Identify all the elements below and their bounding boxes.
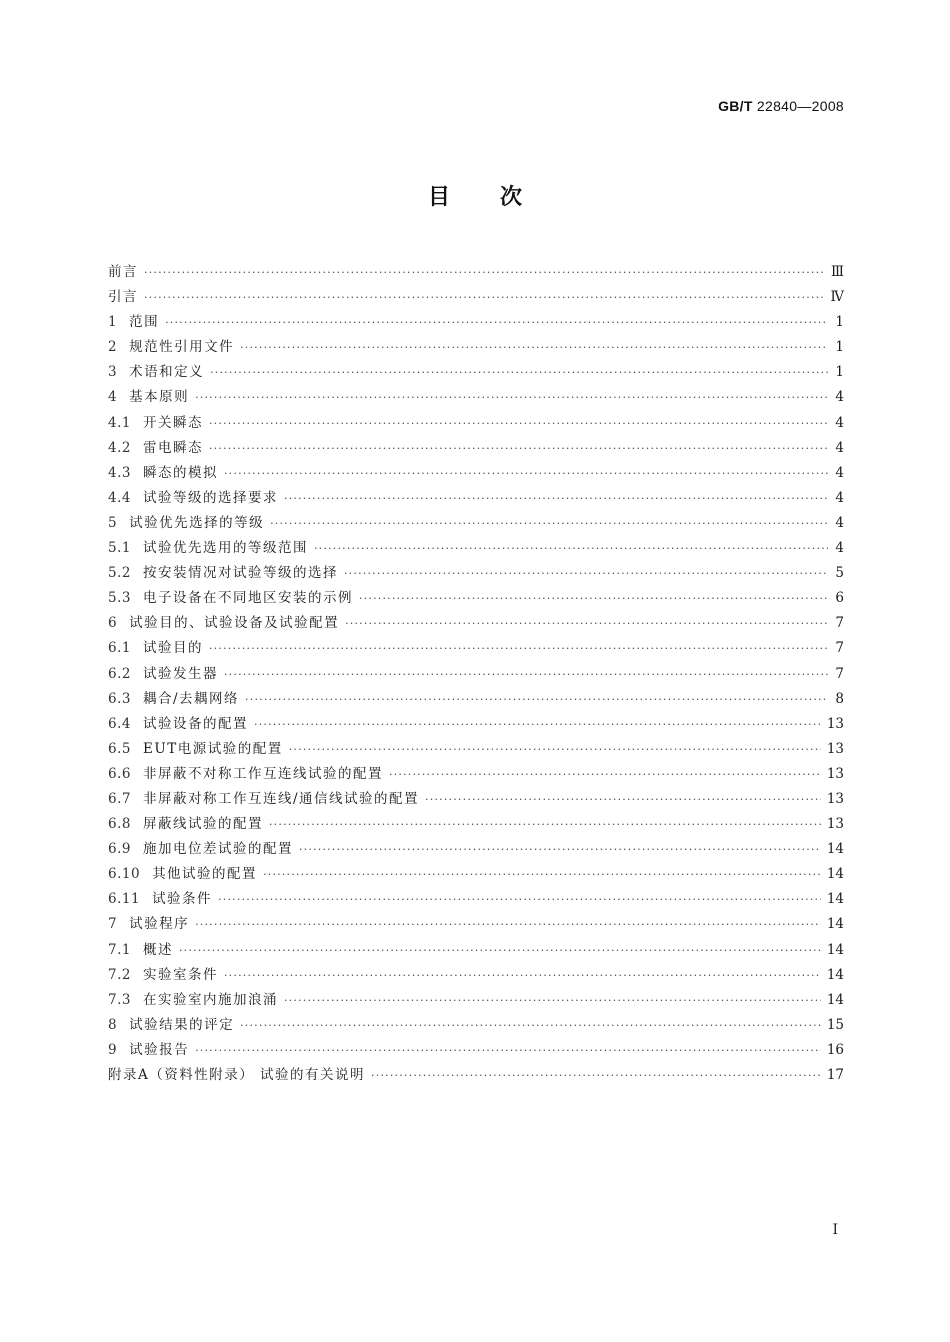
dot-leader xyxy=(179,938,821,963)
dot-leader xyxy=(263,862,821,887)
toc-entry-number: 7.1 xyxy=(108,941,131,958)
dot-leader xyxy=(224,662,828,687)
toc-entry-label: 非屏蔽对称工作互连线/通信线试验的配置 xyxy=(142,790,420,807)
toc-entry[interactable] xyxy=(108,963,844,988)
toc-entry-page: 16 xyxy=(826,1041,844,1058)
toc-entry[interactable] xyxy=(108,988,844,1013)
toc-entry-label: 试验设备的配置 xyxy=(142,715,248,732)
toc-entry-number: 6.7 xyxy=(108,790,131,807)
toc-entry-page: 7 xyxy=(835,615,844,632)
dot-leader xyxy=(209,436,828,461)
toc-entry[interactable] xyxy=(108,385,844,410)
toc-entry[interactable] xyxy=(108,260,844,285)
dot-leader xyxy=(344,561,828,586)
toc-entry-page: 4 xyxy=(835,439,844,456)
toc-entry-page: 1 xyxy=(835,364,844,381)
toc-entry-number: 5.3 xyxy=(108,590,131,607)
toc-entry-label: 在实验室内施加浪涌 xyxy=(142,991,278,1008)
toc-entry-label: 概述 xyxy=(142,941,173,958)
dot-leader xyxy=(240,1013,821,1038)
toc-entry-label: 屏蔽线试验的配置 xyxy=(142,816,263,833)
toc-entry-page: 13 xyxy=(826,765,844,782)
toc-entry[interactable] xyxy=(108,687,844,712)
toc-entry-label: 实验室条件 xyxy=(142,966,218,983)
toc-entry-number: 4.4 xyxy=(108,489,131,506)
toc-entry-page: 4 xyxy=(835,514,844,531)
toc-entry-label: 试验报告 xyxy=(129,1041,190,1058)
toc-entry-page: 13 xyxy=(826,715,844,732)
toc-entry-number: 7.3 xyxy=(108,991,131,1008)
toc-entry-number: 6.1 xyxy=(108,640,131,657)
toc-entry-page: 7 xyxy=(835,640,844,657)
toc-entry[interactable] xyxy=(108,335,844,360)
toc-entry-number: 7.2 xyxy=(108,966,131,983)
dot-leader xyxy=(284,988,821,1013)
toc-entry-page: 1 xyxy=(835,339,844,356)
toc-entry-label: 施加电位差试验的配置 xyxy=(142,841,293,858)
toc-entry-label: 试验程序 xyxy=(129,916,190,933)
toc-entry-number: 4.3 xyxy=(108,464,131,481)
toc-entry[interactable] xyxy=(108,662,844,687)
dot-leader xyxy=(284,486,828,511)
toc-entry-label: 规范性引用文件 xyxy=(129,339,235,356)
toc-entry-label: 试验目的、试验设备及试验配置 xyxy=(129,615,340,632)
toc-entry-label: 前言 xyxy=(108,264,138,280)
toc-entry-number: 6.11 xyxy=(108,891,141,908)
toc-entry-number: 6.5 xyxy=(108,740,131,757)
dot-leader xyxy=(195,385,828,410)
toc-entry-page: Ⅳ xyxy=(830,289,844,306)
toc-entry[interactable] xyxy=(108,611,844,636)
dot-leader xyxy=(144,260,825,285)
toc-entry[interactable] xyxy=(108,486,844,511)
dot-leader xyxy=(209,636,828,661)
toc-entry-page: 4 xyxy=(835,464,844,481)
toc-entry[interactable] xyxy=(108,1038,844,1063)
toc-entry-page: 14 xyxy=(826,966,844,983)
toc-entry-page: 6 xyxy=(835,590,844,607)
toc-entry-label: 非屏蔽不对称工作互连线试验的配置 xyxy=(142,765,383,782)
standard-prefix: GB/T xyxy=(718,98,753,114)
toc-entry-number: 2 xyxy=(108,339,118,356)
dot-leader xyxy=(345,611,828,636)
toc-entry[interactable] xyxy=(108,837,844,862)
dot-leader xyxy=(254,712,821,737)
dot-leader xyxy=(289,737,821,762)
toc-entry-number: 6.10 xyxy=(108,866,141,883)
toc-entry-label: 瞬态的模拟 xyxy=(142,464,218,481)
toc-entry-number: 5 xyxy=(108,514,118,531)
dot-leader xyxy=(165,310,828,335)
toc-entry-number: 1 xyxy=(108,314,118,331)
page-title: 目次 xyxy=(427,185,572,210)
toc-entry-label: 试验目的 xyxy=(142,640,203,657)
toc-entry-page: Ⅲ xyxy=(830,264,844,280)
toc-entry-page: 14 xyxy=(826,991,844,1008)
toc-entry-number: 5.2 xyxy=(108,565,131,582)
dot-leader xyxy=(269,812,821,837)
toc-entry[interactable] xyxy=(108,887,844,912)
toc-entry-label: 其他试验的配置 xyxy=(152,866,258,883)
toc-entry-page: 7 xyxy=(835,665,844,682)
dot-leader xyxy=(209,411,828,436)
toc-entry-page: 13 xyxy=(826,790,844,807)
toc-entry-label: 试验结果的评定 xyxy=(129,1016,235,1033)
toc-entry[interactable] xyxy=(108,461,844,486)
dot-leader xyxy=(195,1038,821,1063)
toc-entry-page: 14 xyxy=(826,916,844,933)
toc-entry-number: 4.2 xyxy=(108,439,131,456)
toc-entry-page: 5 xyxy=(835,565,844,582)
toc-entry-number: 9 xyxy=(108,1041,118,1058)
toc-entry-label: 附录A（资料性附录） 试验的有关说明 xyxy=(108,1067,366,1083)
toc-entry-page: 8 xyxy=(835,690,844,707)
dot-leader xyxy=(195,912,821,937)
standard-code xyxy=(718,98,844,114)
toc-entry-label: EUT电源试验的配置 xyxy=(142,740,283,757)
toc-entry-label: 术语和定义 xyxy=(129,364,205,381)
toc-entry[interactable] xyxy=(108,586,844,611)
toc-entry[interactable] xyxy=(108,436,844,461)
standard-number: 22840—2008 xyxy=(756,98,844,114)
toc-entry[interactable] xyxy=(108,310,844,335)
toc-entry[interactable] xyxy=(108,636,844,661)
toc-entry-label: 试验优先选用的等级范围 xyxy=(142,540,308,557)
toc-entry-page: 14 xyxy=(826,941,844,958)
toc-entry[interactable] xyxy=(108,511,844,536)
toc-entry-label: 雷电瞬态 xyxy=(142,439,203,456)
toc-entry-page: 4 xyxy=(835,389,844,406)
toc-entry-label: 开关瞬态 xyxy=(142,414,203,431)
toc-entry-number: 7 xyxy=(108,916,118,933)
toc-entry-label: 耦合/去耦网络 xyxy=(142,690,240,707)
toc-entry-page: 14 xyxy=(826,891,844,908)
toc-entry[interactable] xyxy=(108,912,844,937)
toc-entry-label: 基本原则 xyxy=(129,389,190,406)
toc-entry[interactable] xyxy=(108,712,844,737)
toc-entry[interactable] xyxy=(108,938,844,963)
dot-leader xyxy=(299,837,821,862)
dot-leader xyxy=(359,586,828,611)
toc-entry-number: 6.6 xyxy=(108,765,131,782)
toc-entry-number: 4 xyxy=(108,389,118,406)
toc-entry-page: 4 xyxy=(835,414,844,431)
toc-entry-page: 4 xyxy=(835,540,844,557)
dot-leader xyxy=(218,887,821,912)
dot-leader xyxy=(425,787,821,812)
toc-entry[interactable] xyxy=(108,561,844,586)
toc-entry-number: 8 xyxy=(108,1016,118,1033)
toc-entry[interactable] xyxy=(108,1063,844,1088)
toc-entry-page: 15 xyxy=(826,1016,844,1033)
dot-leader xyxy=(270,511,828,536)
toc-entry-page: 4 xyxy=(835,489,844,506)
toc-entry-page: 13 xyxy=(826,816,844,833)
toc-entry-label: 引言 xyxy=(108,289,138,306)
toc-entry-label: 按安装情况对试验等级的选择 xyxy=(142,565,338,582)
toc-entry[interactable] xyxy=(108,360,844,385)
toc-entry[interactable] xyxy=(108,285,844,310)
toc-entry-label: 电子设备在不同地区安装的示例 xyxy=(142,590,353,607)
toc-entry-number: 6.2 xyxy=(108,665,131,682)
dot-leader xyxy=(224,963,821,988)
toc-entry-page: 14 xyxy=(826,866,844,883)
toc-entry[interactable] xyxy=(108,862,844,887)
toc-entry-number: 6.9 xyxy=(108,841,131,858)
toc-entry-page: 14 xyxy=(826,841,844,858)
toc-entry-page: 13 xyxy=(826,740,844,757)
table-of-contents xyxy=(108,260,844,1088)
dot-leader xyxy=(389,762,821,787)
toc-entry-label: 试验发生器 xyxy=(142,665,218,682)
toc-entry-page: 17 xyxy=(826,1067,844,1083)
toc-entry-number: 6.8 xyxy=(108,816,131,833)
dot-leader xyxy=(314,536,828,561)
toc-entry-label: 试验优先选择的等级 xyxy=(129,514,265,531)
toc-entry-number: 5.1 xyxy=(108,540,131,557)
toc-entry-number: 6.4 xyxy=(108,715,131,732)
toc-entry-label: 试验条件 xyxy=(152,891,213,908)
toc-entry-number: 6 xyxy=(108,615,118,632)
toc-entry-number: 4.1 xyxy=(108,414,131,431)
toc-entry-number: 6.3 xyxy=(108,690,131,707)
toc-entry[interactable] xyxy=(108,762,844,787)
toc-entry-label: 试验等级的选择要求 xyxy=(142,489,278,506)
dot-leader xyxy=(210,360,828,385)
toc-entry[interactable] xyxy=(108,1013,844,1038)
dot-leader xyxy=(245,687,828,712)
toc-entry-page: 1 xyxy=(835,314,844,331)
dot-leader xyxy=(371,1063,821,1088)
dot-leader xyxy=(240,335,828,360)
page-number: I xyxy=(832,1222,838,1238)
dot-leader xyxy=(144,285,825,310)
dot-leader xyxy=(224,461,828,486)
toc-entry[interactable] xyxy=(108,737,844,762)
toc-entry[interactable] xyxy=(108,787,844,812)
toc-entry[interactable] xyxy=(108,536,844,561)
toc-entry-label: 范围 xyxy=(129,314,160,331)
toc-entry[interactable] xyxy=(108,812,844,837)
toc-entry-number: 3 xyxy=(108,364,118,381)
toc-entry[interactable] xyxy=(108,411,844,436)
